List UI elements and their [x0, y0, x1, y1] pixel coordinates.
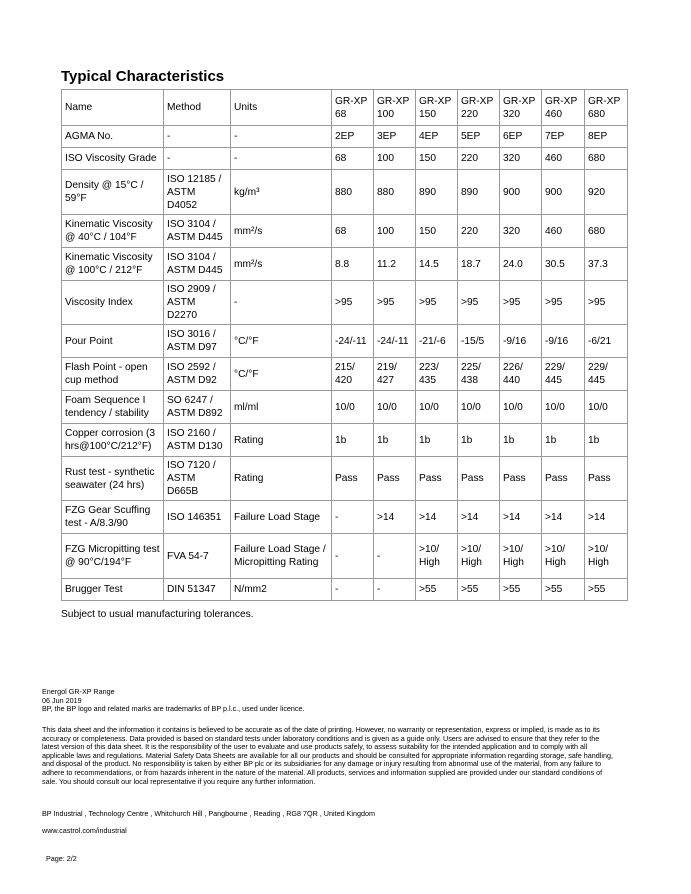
value-cell: - [332, 534, 374, 579]
value-cell: 10/0 [458, 391, 500, 424]
method-cell: ISO 2160 / ASTM D130 [164, 424, 231, 457]
method-cell: ISO 3104 / ASTM D445 [164, 248, 231, 281]
value-cell: >14 [374, 501, 416, 534]
value-cell: Pass [585, 457, 628, 501]
header-grade: GR-XP 150 [416, 90, 458, 126]
property-name-cell: FZG Micropitting test @ 90°C/194°F [62, 534, 164, 579]
units-cell: - [231, 148, 332, 170]
value-cell: -9/16 [542, 325, 585, 358]
value-cell: 1b [416, 424, 458, 457]
value-cell: >10/ High [458, 534, 500, 579]
value-cell: 1b [542, 424, 585, 457]
property-name-cell: Rust test - synthetic seawater (24 hrs) [62, 457, 164, 501]
value-cell: 215/ 420 [332, 358, 374, 391]
value-cell: >95 [542, 281, 585, 325]
value-cell: Pass [374, 457, 416, 501]
table-row [62, 248, 628, 281]
value-cell: >95 [416, 281, 458, 325]
value-cell: 229/ 445 [585, 358, 628, 391]
method-cell: ISO 3104 / ASTM D445 [164, 215, 231, 248]
value-cell: 10/0 [374, 391, 416, 424]
value-cell: >95 [458, 281, 500, 325]
header-grade: GR-XP 460 [542, 90, 585, 126]
value-cell: 219/ 427 [374, 358, 416, 391]
value-cell: 4EP [416, 126, 458, 148]
units-cell: Rating [231, 424, 332, 457]
property-name-cell: Viscosity Index [62, 281, 164, 325]
value-cell: >10/ High [585, 534, 628, 579]
value-cell: 100 [374, 215, 416, 248]
value-cell: >95 [500, 281, 542, 325]
table-row [62, 457, 628, 501]
value-cell: 10/0 [585, 391, 628, 424]
value-cell: -24/-11 [374, 325, 416, 358]
value-cell: >10/ High [542, 534, 585, 579]
value-cell: 8EP [585, 126, 628, 148]
property-name-cell: Kinematic Viscosity @ 40°C / 104°F [62, 215, 164, 248]
value-cell: - [374, 534, 416, 579]
value-cell: 226/ 440 [500, 358, 542, 391]
units-cell: kg/m³ [231, 170, 332, 215]
value-cell: >14 [500, 501, 542, 534]
value-cell: - [332, 579, 374, 601]
value-cell: 37.3 [585, 248, 628, 281]
value-cell: >14 [416, 501, 458, 534]
header-grade: GR-XP 220 [458, 90, 500, 126]
footer-date: 06 Jun 2019 [42, 695, 82, 705]
header-grade: GR-XP 680 [585, 90, 628, 126]
value-cell: 900 [500, 170, 542, 215]
units-cell: - [231, 281, 332, 325]
value-cell: >95 [332, 281, 374, 325]
value-cell: >10/ High [416, 534, 458, 579]
value-cell: 2EP [332, 126, 374, 148]
units-cell: Failure Load Stage / Micropitting Rating [231, 534, 332, 579]
header-grade: GR-XP 320 [500, 90, 542, 126]
value-cell: 68 [332, 215, 374, 248]
footer-trademark: BP, the BP logo and related marks are trademarks of BP p.l.c., used under licence. [42, 704, 305, 714]
page-title: Typical Characteristics [61, 68, 225, 85]
value-cell: Pass [332, 457, 374, 501]
value-cell: -24/-11 [332, 325, 374, 358]
property-name-cell: Copper corrosion (3 hrs@100°C/212°F) [62, 424, 164, 457]
header-name: Name [62, 90, 164, 126]
value-cell: >55 [416, 579, 458, 601]
footer-address: BP Industrial , Technology Centre , Whitchurch Hill , Pangbourne , Reading , RG8 7QR , United Kingdom [42, 809, 375, 818]
characteristics-table [61, 89, 628, 601]
value-cell: >14 [458, 501, 500, 534]
value-cell: -15/5 [458, 325, 500, 358]
value-cell: 3EP [374, 126, 416, 148]
value-cell: 68 [332, 148, 374, 170]
value-cell: 1b [458, 424, 500, 457]
value-cell: >14 [542, 501, 585, 534]
value-cell: 223/ 435 [416, 358, 458, 391]
value-cell: >95 [374, 281, 416, 325]
table-row [62, 358, 628, 391]
property-name-cell: Density @ 15°C / 59°F [62, 170, 164, 215]
value-cell: 30.5 [542, 248, 585, 281]
header-grade: GR-XP 100 [374, 90, 416, 126]
header-units: Units [231, 90, 332, 126]
value-cell: -21/-6 [416, 325, 458, 358]
footer-product: Energol GR-XP Range [42, 687, 115, 696]
value-cell: 880 [374, 170, 416, 215]
method-cell: FVA 54-7 [164, 534, 231, 579]
table-row [62, 126, 628, 148]
value-cell: -9/16 [500, 325, 542, 358]
value-cell: 225/ 438 [458, 358, 500, 391]
units-cell: Failure Load Stage [231, 501, 332, 534]
value-cell: 890 [458, 170, 500, 215]
value-cell: 10/0 [500, 391, 542, 424]
table-row [62, 579, 628, 601]
value-cell: 10/0 [416, 391, 458, 424]
footer-meta [42, 688, 617, 714]
value-cell: 11.2 [374, 248, 416, 281]
method-cell: ISO 7120 / ASTM D665B [164, 457, 231, 501]
units-cell: °C/°F [231, 325, 332, 358]
value-cell: 24.0 [500, 248, 542, 281]
value-cell: 150 [416, 215, 458, 248]
value-cell: 1b [332, 424, 374, 457]
value-cell: 880 [332, 170, 374, 215]
units-cell: - [231, 126, 332, 148]
property-name-cell: FZG Gear Scuffing test - A/8.3/90 [62, 501, 164, 534]
property-name-cell: Flash Point - open cup method [62, 358, 164, 391]
method-cell: ISO 3016 / ASTM D97 [164, 325, 231, 358]
table-header-row [62, 90, 628, 126]
units-cell: Rating [231, 457, 332, 501]
value-cell: Pass [542, 457, 585, 501]
value-cell: 6EP [500, 126, 542, 148]
value-cell: Pass [500, 457, 542, 501]
value-cell: 1b [585, 424, 628, 457]
units-cell: ml/ml [231, 391, 332, 424]
value-cell: 18.7 [458, 248, 500, 281]
value-cell: 460 [542, 148, 585, 170]
property-name-cell: Foam Sequence I tendency / stability [62, 391, 164, 424]
table-row [62, 215, 628, 248]
value-cell: >55 [542, 579, 585, 601]
property-name-cell: ISO Viscosity Grade [62, 148, 164, 170]
value-cell: 1b [500, 424, 542, 457]
value-cell: 10/0 [332, 391, 374, 424]
value-cell: >10/ High [500, 534, 542, 579]
property-name-cell: Brugger Test [62, 579, 164, 601]
units-cell: N/mm2 [231, 579, 332, 601]
footer-disclaimer: This data sheet and the information it contains is believed to be accurate as of the date of printing. However, no warranty or representation, express or implied, is made as to its accuracy or completeness. Data provided is based on standard tests under laboratory conditions and is given as a guide only. Users are advised to ensure that they refer to the latest version of this data sheet. It is the responsibility of the user to evaluate and use products safely, to assess suitability for the intended application and to comply with all applicable laws and regulations. Material Safety Data Sheets are available for all our products and should be consulted for appropriate information regarding storage, safe handling, and disposal of the product. No responsibility is taken by either BP plc or its subsidiaries for any damage or injury resulting from abnormal use of the material, from any failure to adhere to recommendations, or from hazards inherent in the nature of the material. All products, services and information supplied are provided under our standard conditions of sale. You should consult our local representative if you require any further information. [42, 725, 613, 786]
method-cell: - [164, 148, 231, 170]
value-cell: 8.8 [332, 248, 374, 281]
table-row [62, 281, 628, 325]
units-cell: mm²/s [231, 248, 332, 281]
units-cell: °C/°F [231, 358, 332, 391]
tolerance-note: Subject to usual manufacturing tolerances. [61, 609, 254, 620]
value-cell: 229/ 445 [542, 358, 585, 391]
method-cell: ISO 146351 [164, 501, 231, 534]
value-cell: 680 [585, 148, 628, 170]
header-grade: GR-XP 68 [332, 90, 374, 126]
value-cell: 10/0 [542, 391, 585, 424]
value-cell: 680 [585, 215, 628, 248]
table-row [62, 325, 628, 358]
footer-website: www.castrol.com/industrial [42, 826, 127, 835]
value-cell: >55 [585, 579, 628, 601]
method-cell: ISO 12185 / ASTM D4052 [164, 170, 231, 215]
value-cell: 220 [458, 215, 500, 248]
table-row [62, 391, 628, 424]
table-row [62, 170, 628, 215]
table-row [62, 424, 628, 457]
value-cell: 14.5 [416, 248, 458, 281]
header-method: Method [164, 90, 231, 126]
property-name-cell: Kinematic Viscosity @ 100°C / 212°F [62, 248, 164, 281]
value-cell: >95 [585, 281, 628, 325]
value-cell: - [332, 501, 374, 534]
property-name-cell: Pour Point [62, 325, 164, 358]
method-cell: - [164, 126, 231, 148]
value-cell: 220 [458, 148, 500, 170]
value-cell: 920 [585, 170, 628, 215]
value-cell: 320 [500, 215, 542, 248]
method-cell: ISO 2909 / ASTM D2270 [164, 281, 231, 325]
value-cell: -6/21 [585, 325, 628, 358]
method-cell: DIN 51347 [164, 579, 231, 601]
value-cell: Pass [458, 457, 500, 501]
method-cell: ISO 2592 / ASTM D92 [164, 358, 231, 391]
table-row [62, 148, 628, 170]
table-row [62, 501, 628, 534]
table-row [62, 534, 628, 579]
value-cell: 150 [416, 148, 458, 170]
value-cell: 5EP [458, 126, 500, 148]
value-cell: 320 [500, 148, 542, 170]
value-cell: Pass [416, 457, 458, 501]
value-cell: >14 [585, 501, 628, 534]
value-cell: >55 [500, 579, 542, 601]
value-cell: >55 [458, 579, 500, 601]
units-cell: mm²/s [231, 215, 332, 248]
value-cell: 890 [416, 170, 458, 215]
value-cell: 460 [542, 215, 585, 248]
value-cell: 900 [542, 170, 585, 215]
value-cell: 7EP [542, 126, 585, 148]
value-cell: 1b [374, 424, 416, 457]
value-cell: - [374, 579, 416, 601]
page-number: Page: 2/2 [46, 854, 77, 863]
value-cell: 100 [374, 148, 416, 170]
property-name-cell: AGMA No. [62, 126, 164, 148]
method-cell: SO 6247 / ASTM D892 [164, 391, 231, 424]
